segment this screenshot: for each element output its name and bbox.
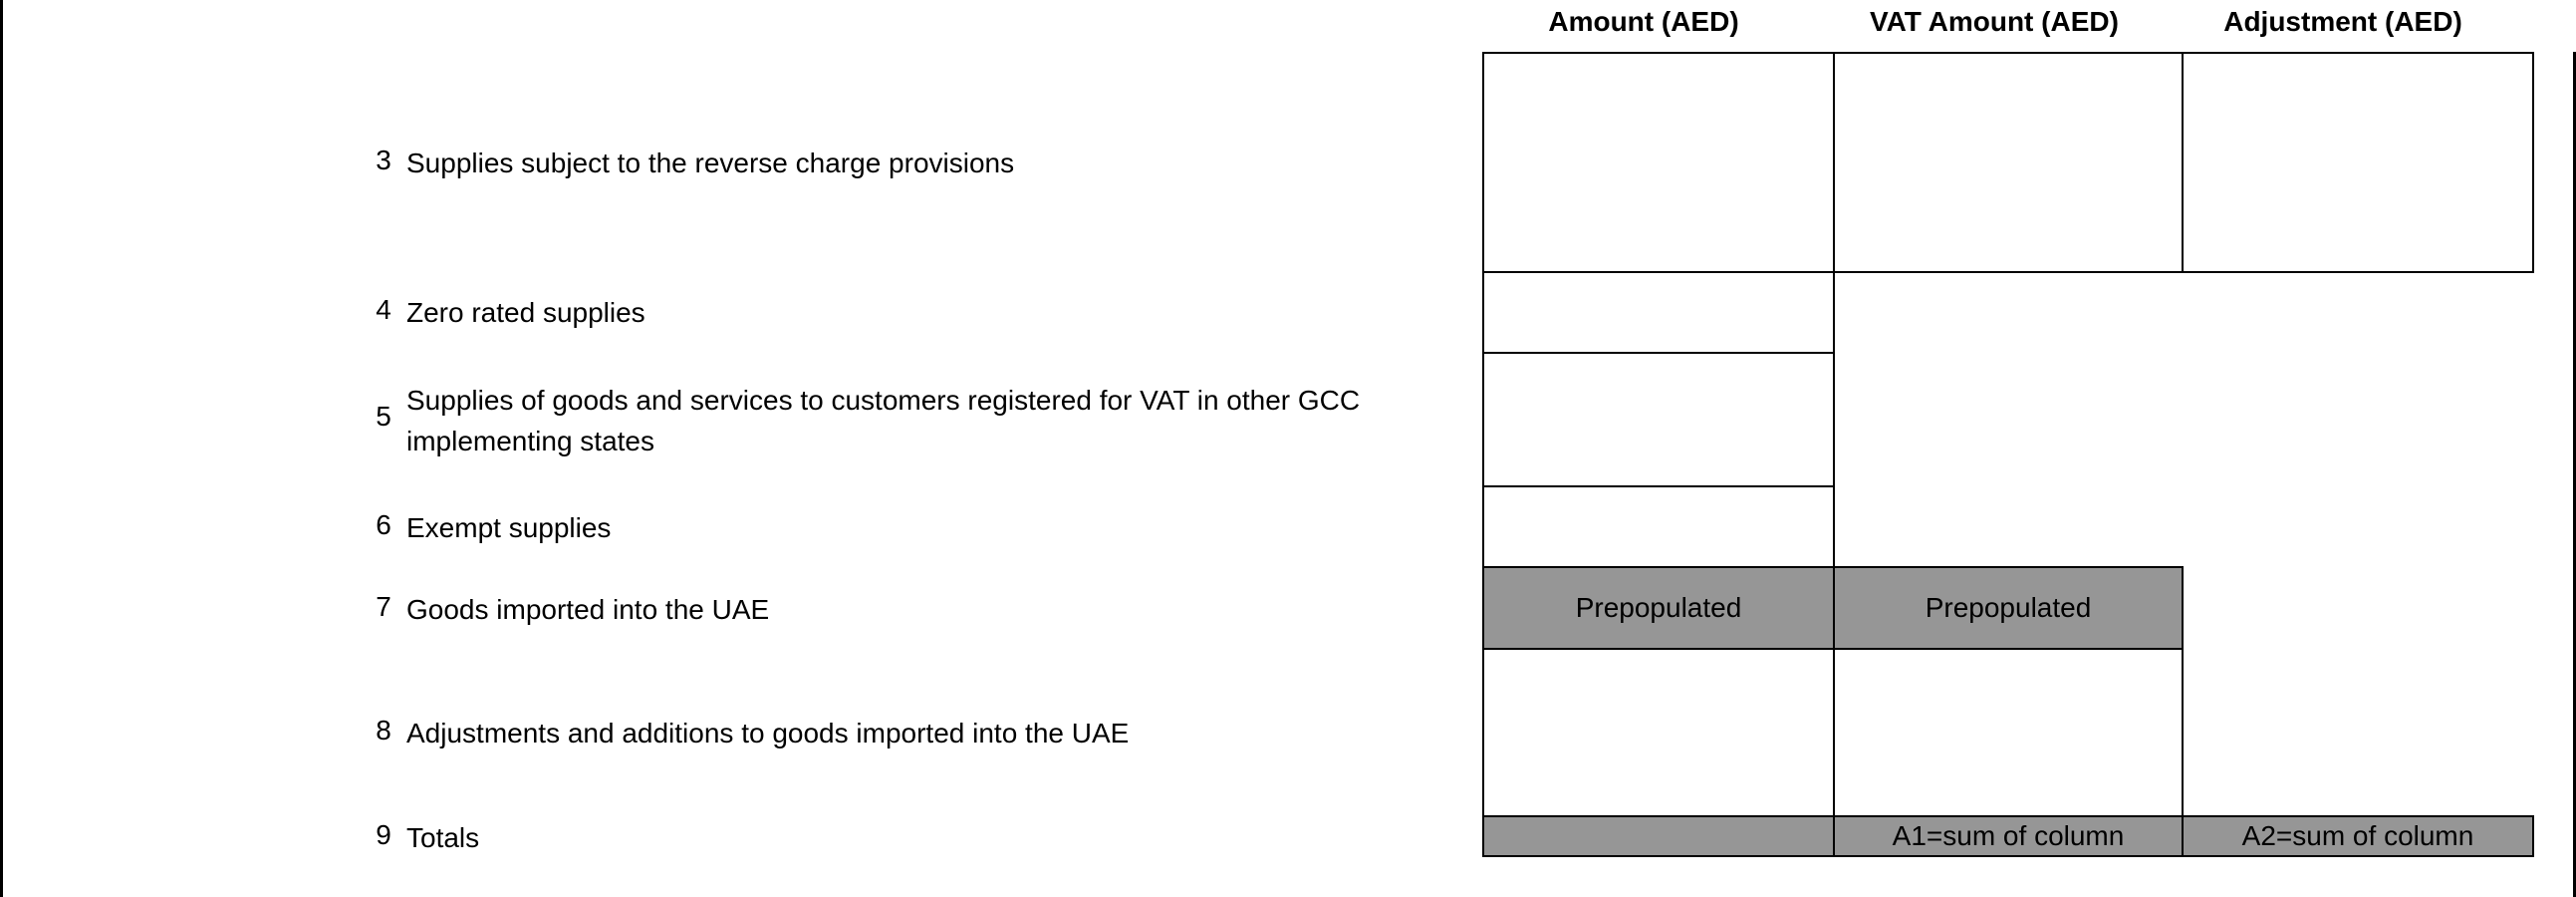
row-9-adjustment-total: A2=sum of column bbox=[2182, 815, 2534, 857]
row-5-label: Supplies of goods and services to customers registered for VAT in other GCC implementing states bbox=[406, 385, 1361, 456]
row-5-number: 5 bbox=[376, 401, 391, 432]
row-3-vat-amount-input[interactable] bbox=[1833, 52, 2184, 273]
row-3-number: 3 bbox=[376, 145, 391, 175]
row-7-amount-prepopulated: Prepopulated bbox=[1482, 566, 1835, 650]
row-7-vat-amount-prepopulated: Prepopulated bbox=[1833, 566, 2184, 650]
row-5-amount-input[interactable] bbox=[1482, 352, 1835, 487]
row-7-label: Goods imported into the UAE bbox=[406, 594, 770, 625]
column-header-adjustment: Adjustment (AED) bbox=[2223, 6, 2462, 37]
row-9-amount-total bbox=[1482, 815, 1835, 857]
row-4-number: 4 bbox=[376, 294, 391, 325]
row-7-number: 7 bbox=[376, 591, 391, 622]
row-6-amount-input[interactable] bbox=[1482, 485, 1835, 568]
row-8-label: Adjustments and additions to goods imported into the UAE bbox=[406, 718, 1130, 748]
row-3-label: Supplies subject to the reverse charge provisions bbox=[406, 148, 1015, 178]
row-4-label: Zero rated supplies bbox=[406, 297, 645, 328]
row-3-adjustment-input[interactable] bbox=[2182, 52, 2534, 273]
page-border-left bbox=[0, 0, 3, 897]
row-8-vat-amount-input[interactable] bbox=[1833, 648, 2184, 817]
row-9-number: 9 bbox=[376, 819, 391, 850]
column-header-vat-amount: VAT Amount (AED) bbox=[1870, 6, 2119, 37]
row-8-amount-input[interactable] bbox=[1482, 648, 1835, 817]
row-8-number: 8 bbox=[376, 715, 391, 746]
row-9-label: Totals bbox=[406, 822, 480, 853]
row-9-vat-amount-total: A1=sum of column bbox=[1833, 815, 2184, 857]
row-6-label: Exempt supplies bbox=[406, 512, 612, 543]
column-header-amount: Amount (AED) bbox=[1548, 6, 1739, 37]
row-4-amount-input[interactable] bbox=[1482, 271, 1835, 354]
row-6-number: 6 bbox=[376, 509, 391, 540]
row-3-amount-input[interactable] bbox=[1482, 52, 1835, 273]
